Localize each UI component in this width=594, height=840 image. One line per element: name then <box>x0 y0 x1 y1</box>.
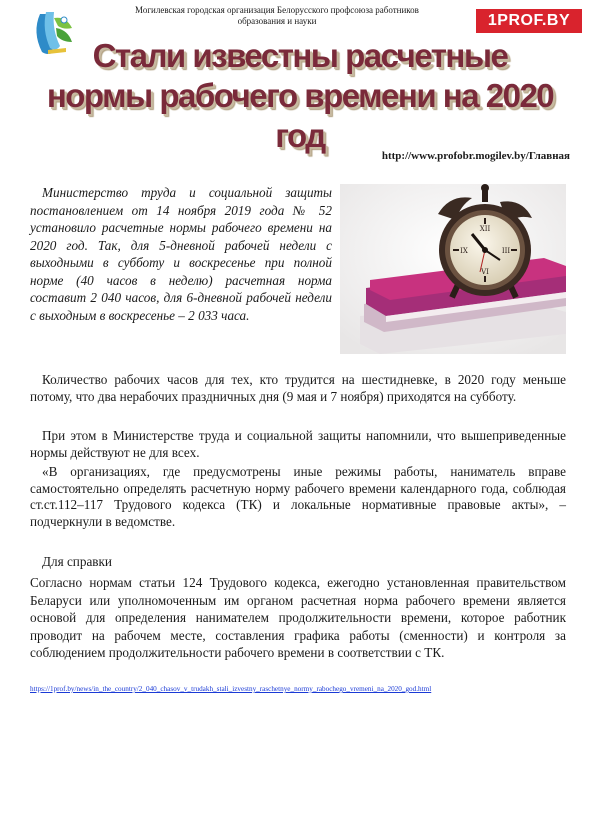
body-paragraph: «В организациях, где предусмотрены иные режимы работы, наниматель вправе самостоятельно определять расчетную норму рабочего времени календарного года, соблюдая ст.ст.112–117 Трудового кодекса (ТК) и локальные нормативные правовые акты», – подчеркнули в ведомстве. <box>30 464 566 529</box>
body-paragraph: При этом в Министерстве труда и социальной защиты напомнили, что вышеприведенные нормы действуют не для всех. <box>30 428 566 460</box>
svg-text:XII: XII <box>479 225 491 233</box>
svg-text:VI: VI <box>481 268 489 276</box>
page-title <box>20 36 580 156</box>
alarm-clock-photo <box>340 184 566 354</box>
article-url-link[interactable]: https://1prof.by/news/in_the_country/2_040_chasov_v_trudakh_stali_izvestny_raschetnye_normy_rabochego_vremeni_na_2020_god.html <box>30 685 432 693</box>
brand-logo[interactable]: 1PROF.BY <box>476 9 582 33</box>
title-line-1: Стали известны расчетные <box>92 37 508 74</box>
note-body: Согласно нормам статьи 124 Трудового кодекса, ежегодно установленная правительством Беларуси или уполномоченным им органом расчетная норма рабочего времени является основой для определения нанимателем продолжительности времени, которое работник проводит на рабочем месте, составления графика работы (сменности) и контроля за соблюдением продолжительности рабочего времени в соответствии с ТК. <box>30 575 566 660</box>
note-heading: Для справки <box>42 554 112 569</box>
svg-text:IX: IX <box>460 247 468 255</box>
organization-name <box>96 5 458 27</box>
body-paragraph: Количество рабочих часов для тех, кто трудится на шестидневке, в 2020 году меньше потому, что два нерабочих праздничных дня (9 мая и 7 ноября) приходятся на субботу. <box>30 372 566 404</box>
lead-paragraph: Министерство труда и социальной защиты постановлением от 14 ноября 2019 года № 52 установило расчетные нормы рабочего времени на 2020 год. Так, для 5-дневной рабочей недели с выходными в субботу и воскресенье при полной норме (40 часов в неделю) расчетная норма составит 2 040 часов, для 6-дневной рабочей недели с выходным в воскресенье – 2 033 часа. <box>30 185 332 323</box>
svg-text:III: III <box>501 247 511 255</box>
title-line-2: нормы рабочего времени на 2020 год <box>46 77 554 154</box>
org-line-1: Могилевская городская организация Белорусского профсоюза работников <box>135 5 419 15</box>
source-link[interactable]: http://www.profobr.mogilev.by/Главная <box>381 150 570 162</box>
org-line-2: образования и науки <box>237 16 317 26</box>
